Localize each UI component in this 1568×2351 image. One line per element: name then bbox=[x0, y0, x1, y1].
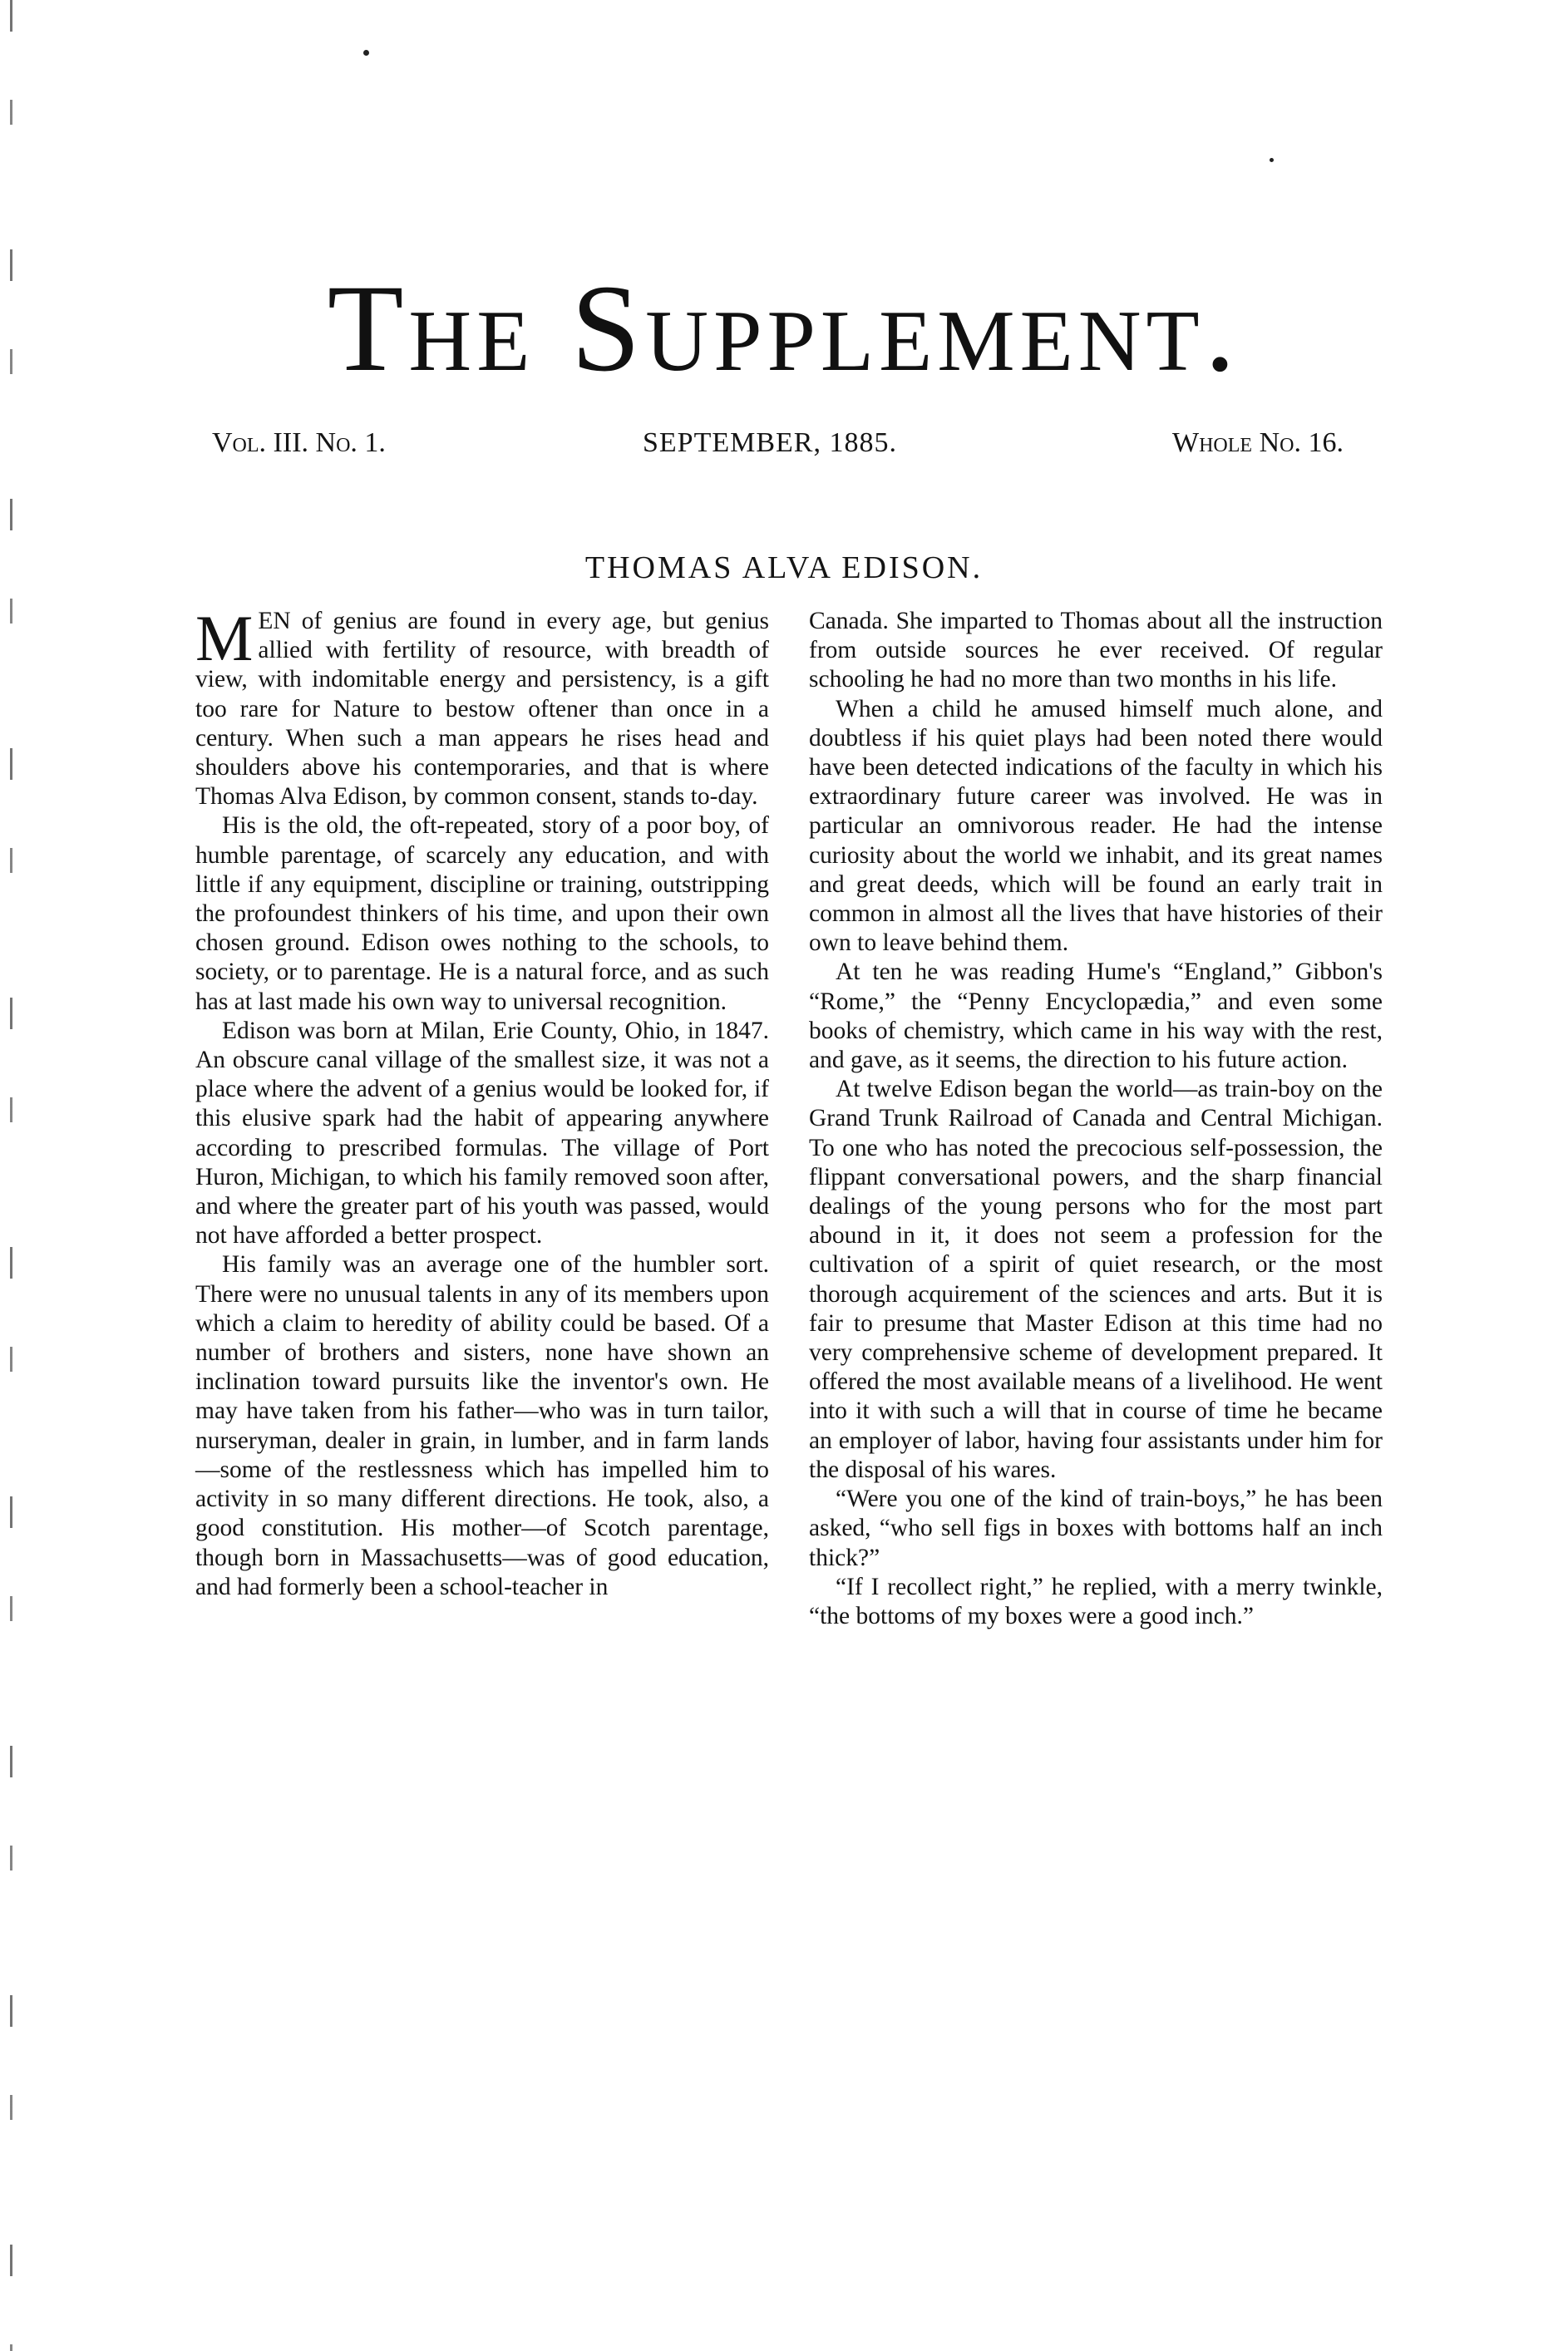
paragraph: Edison was born at Milan, Erie County, Ohio, in 1847. An obscure canal village of the smallest size, it was not a place where the advent of a genius would be looked for, if this elusive spark had the habit of appearing anywhere according to prescribed formulas. The village of Port Huron, Michigan, to which his family removed soon after, and where the greater part of his youth was passed, would not have afforded a better prospect. bbox=[195, 1017, 769, 1249]
lead-word: EN bbox=[258, 608, 291, 634]
whole-number: Whole No. 16. bbox=[1172, 427, 1344, 458]
paragraph: At ten he was reading Hume's “England,” Gibbon's “Rome,” the “Penny Encyclopædia,” and even some books of chemistry, which came in his way with the rest, and gave, as it seems, the direction to his future action. bbox=[809, 959, 1383, 1074]
right-column bbox=[809, 607, 1383, 1631]
dateline bbox=[0, 422, 1568, 464]
ink-speck bbox=[1270, 158, 1274, 162]
issue-date: SEPTEMBER, 1885. bbox=[643, 427, 897, 458]
paragraph-text: of genius are found in every age, but genius allied with fertility of resource, with breadth of view, with indomitable energy and persistency, is a gift too rare for Nature to bestow oftener than once in a century. When such a man appears he rises head and shoulders above his contemporaries, and that is where Thomas Alva Edison, by common consent, stands to-day. bbox=[195, 608, 769, 811]
paragraph: When a child he amused himself much alone, and doubtless if his quiet plays had been noted there would have been detected indications of the faculty in which his extraordinary future career was involved. He was in particular an omnivorous reader. He had the intense curiosity about the world we inhabit, and its great names and great deeds, which will be found an early trait in common in almost all the lives that have histories of their own to leave behind them. bbox=[809, 695, 1383, 957]
masthead-title: The Supplement. bbox=[327, 259, 1241, 397]
paragraph bbox=[195, 602, 769, 811]
paragraph: “Were you one of the kind of train-boys,” he has been asked, “who sell figs in boxes with bottoms half an inch thick?” bbox=[809, 1486, 1383, 1571]
drop-cap: M bbox=[195, 602, 254, 674]
paragraph: “If I recollect right,” he replied, with a merry twinkle, “the bottoms of my boxes were a good inch.” bbox=[809, 1573, 1383, 1629]
volume-number: Vol. III. No. 1. bbox=[212, 427, 386, 458]
paragraph: At twelve Edison began the world—as train-boy on the Grand Trunk Railroad of Canada and Central Michigan. To one who has noted the precocious self-possession, the flippant conversational powers, and the sharp financial dealings of the young persons who for the most part abound in it, it does not seem a profession for the cultivation of a spirit of quiet research, or the most thorough acquirement of the sciences and arts. But it is fair to presume that Master Edison at this time had no very comprehensive scheme of development prepared. It offered the most available means of a livelihood. He went into it with such a will that in course of time he became an employer of labor, having four assistants under him for the disposal of his wares. bbox=[809, 1076, 1383, 1483]
ink-speck bbox=[363, 50, 369, 56]
article-title: THOMAS ALVA EDISON. bbox=[584, 550, 984, 585]
paragraph: His is the old, the oft-repeated, story of a poor boy, of humble parentage, of scarcely any education, and with little if any equipment, discipline or training, outstripping the profoundest thinkers of his time, and upon their own chosen ground. Edison owes nothing to the schools, to society, or to parentage. He is a natural force, and as such has at last made his own way to universal recognition. bbox=[195, 812, 769, 1015]
left-column bbox=[195, 602, 769, 1602]
article-body bbox=[195, 602, 1393, 2311]
paragraph: His family was an average one of the humbler sort. There were no unusual talents in any of its members upon which a claim to heredity of ability could be based. Of a number of brothers and sisters, none have shown an inclination toward pursuits like the inventor's own. He may have taken from his father—who was in turn tailor, nurseryman, dealer in grain, in lumber, and in farm lands—some of the restlessness which has impelled him to activity in so many different directions. He took, also, a good constitution. His mother—of Scotch parentage, though born in Massachusetts—was of good education, and had formerly been a school-teacher in bbox=[195, 1251, 769, 1600]
paragraph-continued: Canada. She imparted to Thomas about all the instruction from outside sources he ever received. Of regular schooling he had no more than two months in his life. bbox=[809, 608, 1383, 693]
